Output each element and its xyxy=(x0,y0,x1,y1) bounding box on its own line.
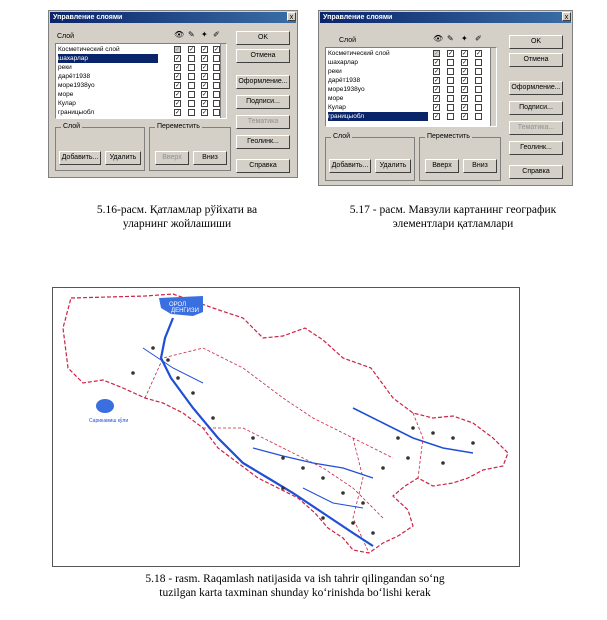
layer-name: дарёт1938 xyxy=(328,77,361,84)
layer-row[interactable] xyxy=(327,67,489,76)
layer-checkbox[interactable] xyxy=(475,77,482,84)
layer-name: море xyxy=(58,91,74,98)
layer-checkbox[interactable]: ✓ xyxy=(462,69,468,75)
layer-checkbox[interactable]: ✓ xyxy=(202,83,208,89)
layer-list-scrollbar[interactable] xyxy=(220,44,227,118)
layer-checkbox[interactable]: ✓ xyxy=(175,74,181,80)
visibility-eye-icon: 👁 xyxy=(174,30,185,39)
layer-checkbox[interactable]: ✓ xyxy=(202,110,208,116)
layer-checkbox[interactable]: ✓ xyxy=(175,110,181,116)
add-layer-button[interactable]: Добавить... xyxy=(329,159,371,173)
layer-checkbox[interactable]: ✓ xyxy=(214,47,220,53)
layer-checkbox[interactable]: ✓ xyxy=(434,87,440,93)
layer-checkbox[interactable]: ✓ xyxy=(175,83,181,89)
layer-checkbox[interactable]: ✓ xyxy=(434,60,440,66)
layer-row[interactable] xyxy=(327,58,489,67)
ok-button[interactable]: OK xyxy=(509,35,563,49)
layer-checkbox[interactable] xyxy=(475,104,482,111)
layer-checkbox[interactable]: ✓ xyxy=(202,74,208,80)
labels-button[interactable]: Подписи... xyxy=(509,101,563,115)
layer-checkbox[interactable]: ✓ xyxy=(202,56,208,62)
ok-button[interactable]: OK xyxy=(236,31,290,45)
layer-checkbox[interactable] xyxy=(447,113,454,120)
caption-line: 5.16-расм. Қатламлар рўйхати ва xyxy=(96,204,258,216)
layer-checkbox[interactable] xyxy=(475,95,482,102)
layer-checkbox[interactable] xyxy=(447,86,454,93)
layer-checkbox[interactable]: ✓ xyxy=(462,60,468,66)
layer-name: море1938уо xyxy=(328,86,365,93)
style-button[interactable]: Оформление... xyxy=(509,81,563,95)
layer-checkbox[interactable] xyxy=(213,73,220,80)
layer-checkbox[interactable]: ✓ xyxy=(462,96,468,102)
layer-checkbox[interactable]: ✓ xyxy=(462,78,468,84)
layer-checkbox[interactable]: ✓ xyxy=(462,51,468,57)
edit-pencil-icon: ✎ xyxy=(447,34,454,43)
layer-checkbox[interactable]: ✓ xyxy=(448,51,454,57)
aral-sea-label-1: ОРОЛ xyxy=(169,302,187,308)
layer-checkbox[interactable] xyxy=(188,55,195,62)
layer-name: Косметический слой xyxy=(328,50,390,57)
layer-control-dialog-2 xyxy=(318,10,573,186)
layer-checkbox[interactable]: ✓ xyxy=(434,51,440,57)
layer-checkbox[interactable] xyxy=(213,100,220,107)
layer-checkbox[interactable] xyxy=(188,64,195,71)
layer-row[interactable] xyxy=(327,94,489,103)
edit-pencil-icon: ✎ xyxy=(188,30,195,39)
label-tag-icon: ✐ xyxy=(213,30,220,39)
layer-name: Косметический слой xyxy=(58,46,120,53)
layer-name: море1938уо xyxy=(58,82,95,89)
layer-checkbox[interactable]: ✓ xyxy=(202,47,208,53)
layer-name: шахарлар xyxy=(328,59,359,66)
thematic-button[interactable]: Тематика... xyxy=(509,121,563,135)
layer-checkbox[interactable] xyxy=(213,55,220,62)
remove-layer-button[interactable]: Удалить xyxy=(375,159,411,173)
layer-name: море xyxy=(328,95,344,102)
move-up-button[interactable]: Вверх xyxy=(155,151,189,165)
layer-checkbox[interactable] xyxy=(188,109,195,116)
layer-checkbox[interactable]: ✓ xyxy=(175,56,181,62)
selectable-arrow-icon: ✦ xyxy=(201,30,208,39)
layer-checkbox[interactable]: ✓ xyxy=(189,47,195,53)
uzbekistan-map xyxy=(52,287,520,567)
layer-checkbox[interactable] xyxy=(213,91,220,98)
layer-row[interactable] xyxy=(57,108,219,117)
layer-checkbox[interactable] xyxy=(188,73,195,80)
dialog-title: Управление слоями xyxy=(320,12,571,23)
move-down-button[interactable]: Вниз xyxy=(463,159,497,173)
cancel-button[interactable]: Отмена xyxy=(509,53,563,67)
selectable-arrow-icon: ✦ xyxy=(461,34,468,43)
layer-list[interactable] xyxy=(55,43,227,119)
layer-checkbox[interactable]: ✓ xyxy=(175,101,181,107)
layer-name: Кулар xyxy=(328,104,346,111)
layer-checkbox[interactable]: ✓ xyxy=(202,92,208,98)
move-group-title: Переместить xyxy=(427,133,470,140)
layer-column-header: Слой xyxy=(57,33,75,40)
thematic-button[interactable]: Тематика xyxy=(236,115,290,129)
layer-checkbox[interactable] xyxy=(188,91,195,98)
map-svg xyxy=(53,288,520,567)
layer-checkbox[interactable] xyxy=(447,68,454,75)
layer-checkbox[interactable]: ✓ xyxy=(434,114,440,120)
layer-group-title: Слой xyxy=(333,133,351,140)
figure-caption-5-16 xyxy=(62,203,292,231)
sarykamysh-lake xyxy=(96,399,114,413)
layer-list[interactable] xyxy=(325,47,497,127)
geolink-button[interactable]: Геолинк... xyxy=(236,135,290,149)
figure-caption-5-18 xyxy=(60,572,530,600)
labels-button[interactable]: Подписи... xyxy=(236,95,290,109)
layer-checkbox[interactable]: ✓ xyxy=(175,65,181,71)
close-button[interactable]: x xyxy=(562,12,571,21)
layer-name: шахарлар xyxy=(58,54,158,63)
layer-row[interactable] xyxy=(327,76,489,85)
layer-name: границыобл xyxy=(58,109,95,116)
help-button[interactable]: Справка xyxy=(236,159,290,173)
caption-line: уларнинг жойлашиши xyxy=(122,218,232,230)
layer-control-dialog-1 xyxy=(48,10,298,178)
country-border xyxy=(63,294,508,553)
geolink-button[interactable]: Геолинк... xyxy=(509,141,563,155)
layer-checkbox[interactable] xyxy=(188,82,195,89)
remove-layer-button[interactable]: Удалить xyxy=(105,151,141,165)
layer-row[interactable] xyxy=(327,85,489,94)
layer-row[interactable] xyxy=(57,54,219,63)
layer-checkbox[interactable]: ✓ xyxy=(476,51,482,57)
sarykamysh-label: Сарикамиш кўли xyxy=(89,418,129,424)
layer-row[interactable] xyxy=(327,112,489,121)
layer-column-header: Слой xyxy=(339,37,357,44)
layer-name: реки xyxy=(58,64,72,71)
layer-row[interactable] xyxy=(57,99,219,108)
layer-checkbox[interactable] xyxy=(447,95,454,102)
help-button[interactable]: Справка xyxy=(509,165,563,179)
layer-checkbox[interactable]: ✓ xyxy=(434,105,440,111)
layer-checkbox[interactable]: ✓ xyxy=(462,105,468,111)
layer-checkbox[interactable] xyxy=(475,86,482,93)
dialog-title: Управление слоями xyxy=(50,12,296,23)
layer-checkbox[interactable] xyxy=(213,64,220,71)
layer-name: реки xyxy=(328,68,342,75)
figure-caption-5-17 xyxy=(318,203,588,231)
caption-line: элементлари қатламлари xyxy=(392,218,514,230)
layer-row[interactable] xyxy=(327,103,489,112)
layer-checkbox[interactable] xyxy=(475,113,482,120)
layer-checkbox[interactable] xyxy=(447,104,454,111)
caption-line: 5.18 - rasm. Raqamlash natijasida va ish tahrir qilingandan so‘ng xyxy=(145,573,445,585)
aral-sea-label-2: ДЕНГИЗИ xyxy=(171,308,199,314)
layer-row[interactable] xyxy=(57,90,219,99)
layer-group-title: Слой xyxy=(63,123,81,130)
layer-row[interactable] xyxy=(57,81,219,90)
layer-row[interactable] xyxy=(327,49,489,58)
move-group-title: Переместить xyxy=(157,123,200,130)
layer-name: дарёт1938 xyxy=(58,73,91,80)
layer-checkbox[interactable] xyxy=(475,68,482,75)
layer-name: Кулар xyxy=(58,100,76,107)
layer-row[interactable] xyxy=(57,72,219,81)
caption-line: 5.17 - расм. Мавзули картанинг географик xyxy=(349,204,557,216)
layer-checkbox[interactable]: ✓ xyxy=(434,78,440,84)
add-layer-button[interactable]: Добавить... xyxy=(59,151,101,165)
layer-checkbox[interactable] xyxy=(213,109,220,116)
layer-checkbox[interactable]: ✓ xyxy=(202,65,208,71)
layer-list-scrollbar[interactable] xyxy=(490,48,497,126)
layer-row[interactable] xyxy=(57,45,219,54)
label-tag-icon: ✐ xyxy=(475,34,482,43)
move-up-button[interactable]: Вверх xyxy=(425,159,459,173)
close-button[interactable]: x xyxy=(287,12,296,21)
cancel-button[interactable]: Отмена xyxy=(236,49,290,63)
layer-checkbox[interactable] xyxy=(475,59,482,66)
layer-checkbox[interactable] xyxy=(188,100,195,107)
layer-name: границыобл xyxy=(328,112,428,121)
layer-checkbox[interactable]: ✓ xyxy=(434,69,440,75)
layer-checkbox[interactable] xyxy=(447,77,454,84)
layer-checkbox[interactable] xyxy=(213,82,220,89)
caption-line: tuzilgan karta taxminan shunday ko‘rinishda bo‘lishi kerak xyxy=(159,587,431,599)
layer-checkbox[interactable]: ✓ xyxy=(175,47,181,53)
layer-checkbox[interactable]: ✓ xyxy=(462,87,468,93)
layer-checkbox[interactable]: ✓ xyxy=(202,101,208,107)
layer-checkbox[interactable]: ✓ xyxy=(434,96,440,102)
layer-checkbox[interactable]: ✓ xyxy=(175,92,181,98)
style-button[interactable]: Оформление... xyxy=(236,75,290,89)
visibility-eye-icon: 👁 xyxy=(433,34,444,43)
layer-checkbox[interactable] xyxy=(447,59,454,66)
move-down-button[interactable]: Вниз xyxy=(193,151,227,165)
layer-row[interactable] xyxy=(57,63,219,72)
layer-checkbox[interactable]: ✓ xyxy=(462,114,468,120)
